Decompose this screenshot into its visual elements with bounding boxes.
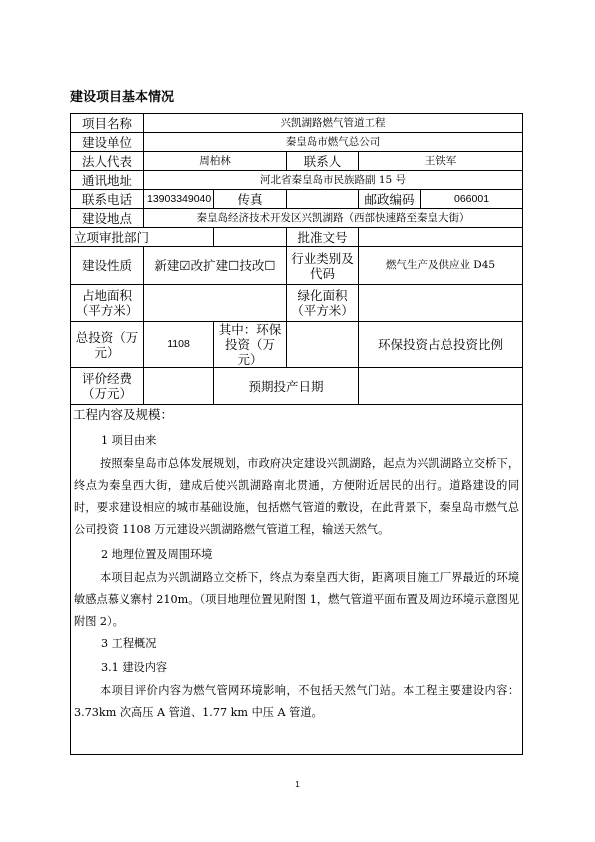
contact-value: 王铁军 (359, 152, 523, 171)
legal-rep-label: 法人代表 (71, 152, 144, 171)
fax-value (287, 190, 359, 209)
postcode-label: 邮政编码 (359, 190, 421, 209)
total-invest-value: 1108 (144, 322, 214, 368)
project-name-value: 兴凯湖路燃气管道工程 (144, 114, 523, 133)
contact-label: 联系人 (287, 152, 359, 171)
env-invest-value (287, 322, 359, 368)
fax-label: 传真 (214, 190, 287, 209)
industry-label: 行业类别及代码 (287, 247, 359, 285)
approval-no-value (359, 228, 523, 247)
eval-fee-label: 评价经费（万元） (71, 368, 144, 405)
legal-rep-value: 周柏林 (144, 152, 287, 171)
project-info-table (70, 113, 523, 755)
section-2-title: 2 地理位置及周围环境 (101, 548, 213, 561)
section-3-title: 3 工程概况 (101, 637, 157, 650)
project-name-label: 项目名称 (71, 114, 144, 133)
checkbox-empty-icon: ☐ (264, 258, 276, 273)
address-label: 通讯地址 (71, 171, 144, 190)
page-number: 1 (295, 780, 300, 789)
section-title: 建设项目基本情况 (70, 90, 175, 105)
builder-value: 秦皇岛市燃气总公司 (144, 133, 523, 152)
approval-dept-value (214, 228, 287, 247)
land-area-value (144, 285, 287, 322)
env-ratio-label: 环保投资占总投资比例 (359, 322, 523, 368)
total-invest-label: 总投资（万元） (71, 322, 144, 368)
section-1-text: 按照秦皇岛市总体发展规划，市政府决定建设兴凯湖路，起点为兴凯湖路立交桥下，终点为秦皇西大街，建成后使兴凯湖路南北贯通，方便附近居民的出行。道路建设的同时，要求建设相应的城市基础设施，包括燃气管道的敷设，在此背景下，秦皇岛市燃气总公司投资 1108 万元建设兴凯湖路燃气管道工程，输送天然气。 (74, 457, 520, 536)
site-value: 秦皇岛经济技术开发区兴凯湖路（西部快速路至秦皇大街） (144, 209, 523, 228)
nature-new-label: 新建 (154, 258, 180, 273)
content-heading: 工程内容及规模： (73, 407, 174, 422)
phone-value: 13903349040 (144, 190, 214, 209)
section-3-1-title: 3.1 建设内容 (101, 661, 168, 674)
phone-label: 联系电话 (71, 190, 144, 209)
prod-date-value (359, 368, 523, 405)
section-3-1-text: 本项目评价内容为燃气管网环境影响，不包括天然气门站。本工程主要建设内容：3.73km 次高压 A 管道、1.77 km 中压 A 管道。 (74, 684, 520, 719)
nature-mod-label: 改扩建 (190, 258, 229, 273)
env-invest-label: 其中：环保投资（万元） (214, 322, 287, 368)
prod-date-label: 预期投产日期 (214, 368, 359, 405)
land-area-label: 占地面积（平方米） (71, 285, 144, 322)
project-content-cell (71, 405, 523, 755)
eval-fee-value (144, 368, 214, 405)
postcode-value: 066001 (421, 190, 523, 209)
checkbox-checked-icon: ☑ (179, 258, 191, 273)
approval-dept-label: 立项审批部门 (71, 228, 214, 247)
green-area-value (359, 285, 523, 322)
site-label: 建设地点 (71, 209, 144, 228)
industry-value: 燃气生产及供应业 D45 (359, 247, 523, 285)
green-area-label: 绿化面积（平方米） (287, 285, 359, 322)
nature-label: 建设性质 (71, 247, 144, 285)
approval-no-label: 批准文号 (287, 228, 359, 247)
nature-options (144, 247, 287, 285)
checkbox-empty-icon: ☐ (228, 258, 240, 273)
section-2-text: 本项目起点为兴凯湖路立交桥下，终点为秦皇西大街，距离项目施工厂界最近的环境敏感点慕义寨村 210m。（项目地理位置见附图 1，燃气管道平面布置及周边环境示意图见附图 2）。 (74, 571, 520, 628)
address-value: 河北省秦皇岛市民族路副 15 号 (144, 171, 523, 190)
section-1-title: 1 项目由来 (101, 434, 157, 447)
nature-tech-label: 技改 (239, 258, 265, 273)
builder-label: 建设单位 (71, 133, 144, 152)
